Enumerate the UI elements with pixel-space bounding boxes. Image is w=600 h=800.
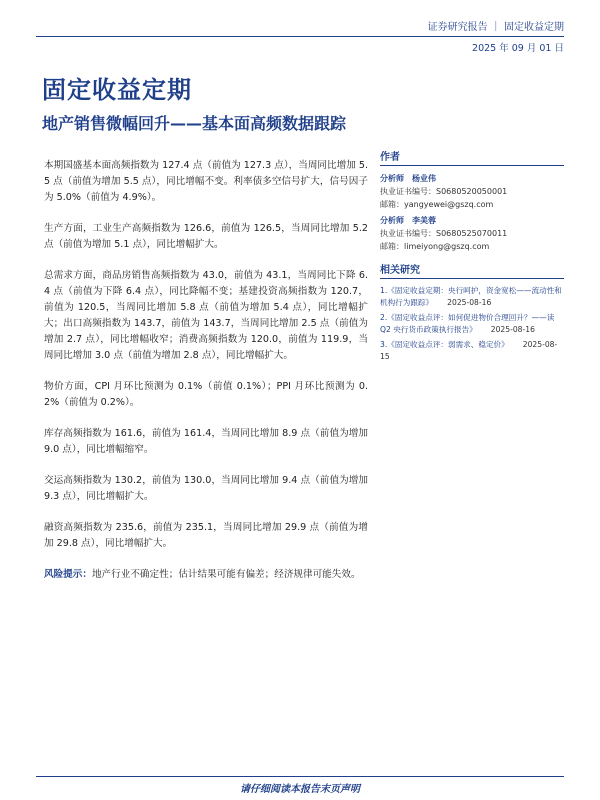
- footer-disclaimer: 请仔细阅读本报告末页声明: [240, 784, 360, 795]
- header-divider: [36, 36, 564, 37]
- risk-label: 风险提示：: [44, 569, 92, 580]
- paragraph-transport: 交运高频指数为 130.2，前值为 130.0，当周同比增加 9.4 点（前值为增加 9.3 点），同比增幅扩大。: [44, 475, 368, 502]
- related-date: 2025-08-15: [380, 340, 558, 361]
- paragraph-prices: 物价方面，CPI 月环比预测为 0.1%（前值 0.1%）；PPI 月环比预测为 0.2%（前值为 0.2%）。: [44, 381, 368, 408]
- related-research-link[interactable]: [380, 312, 564, 336]
- report-title: 固定收益定期: [42, 76, 192, 104]
- paragraph-index: 本期国盛基本面高频指数为 127.4 点（前值为 127.3 点），当周同比增加 5.5 点（前值为增加 5.5 点），同比增幅不变。利率债多空信号扩大，信号因子为 5.0%（前值为 4.9%）。: [44, 160, 368, 203]
- email-label: 邮箱：: [380, 200, 404, 209]
- sidebar: [380, 148, 564, 366]
- analyst-role: 分析师: [380, 174, 404, 183]
- related-title: 2.《固定收益点评：如何促进物价合理回升？——读 Q2 央行货币政策执行报告》: [380, 313, 555, 334]
- analyst-role: 分析师: [380, 216, 404, 225]
- analyst-email-link[interactable]: yangyewei@gszq.com: [404, 200, 494, 209]
- cert-number: S0680525070011: [436, 229, 508, 238]
- main-body: [44, 158, 368, 583]
- report-subtitle: 地产销售微幅回升——基本面高频数据跟踪: [42, 114, 347, 133]
- related-title: 1.《固定收益定期：央行呵护，资金宽松——流动性和机构行为跟踪》: [380, 286, 562, 307]
- paragraph-production: 生产方面，工业生产高频指数为 126.6，前值为 126.5，当周同比增加 5.2 点（前值为增加 5.1 点），同比增幅扩大。: [44, 223, 368, 250]
- analyst-card: [380, 214, 564, 253]
- related-date: 2025-08-16: [447, 298, 492, 307]
- analyst-name: 杨业伟: [412, 174, 436, 183]
- analyst-name: 李美蓉: [412, 216, 436, 225]
- cert-label: 执业证书编号：: [380, 229, 436, 238]
- related-research-link[interactable]: [380, 339, 564, 363]
- related-title: 3.《固定收益点评：弱需求、稳定价》: [380, 340, 509, 349]
- related-research-heading: 相关研究: [380, 261, 564, 279]
- authors-heading: 作者: [380, 148, 564, 166]
- cert-number: S0680520050001: [436, 187, 508, 196]
- paragraph-demand: 总需求方面，商品房销售高频指数为 43.0，前值为 43.1，当周同比下降 6.4 点（前值为下降 6.4 点），同比降幅不变；基建投资高频指数为 120.7，前值为 120.5，当周同比增加 5.8 点（前值为增加 5.4 点），同比增幅扩大；出口高频指数为 143.7，前值为 143.7，当周同比增加 2.5 点（前值为增加 2.7 点），同比增幅收窄；消费高频指数为 120.0，前值为 119.9，当周同比增加 3.0 点（前值为增加 2.8 点），同比增幅扩大。: [44, 270, 368, 361]
- related-research-link[interactable]: [380, 285, 564, 309]
- risk-warning: [44, 567, 368, 583]
- footer-divider: [36, 776, 564, 777]
- report-category: 证券研究报告 ｜ 固定收益定期: [427, 22, 564, 33]
- paragraph-financing: 融资高频指数为 235.6，前值为 235.1，当周同比增加 29.9 点（前值为增加 29.8 点），同比增幅扩大。: [44, 522, 368, 549]
- report-date: 2025 年 09 月 01 日: [472, 43, 564, 54]
- risk-text: 地产行业不确定性；估计结果可能有偏差；经济规律可能失效。: [91, 569, 361, 580]
- paragraph-inventory: 库存高频指数为 161.6，前值为 161.4，当周同比增加 8.9 点（前值为增加 9.0 点），同比增幅缩窄。: [44, 428, 368, 455]
- email-label: 邮箱：: [380, 242, 404, 251]
- related-date: 2025-08-16: [490, 325, 535, 334]
- cert-label: 执业证书编号：: [380, 187, 436, 196]
- analyst-card: [380, 172, 564, 211]
- analyst-email-link[interactable]: limeiyong@gszq.com: [404, 242, 490, 251]
